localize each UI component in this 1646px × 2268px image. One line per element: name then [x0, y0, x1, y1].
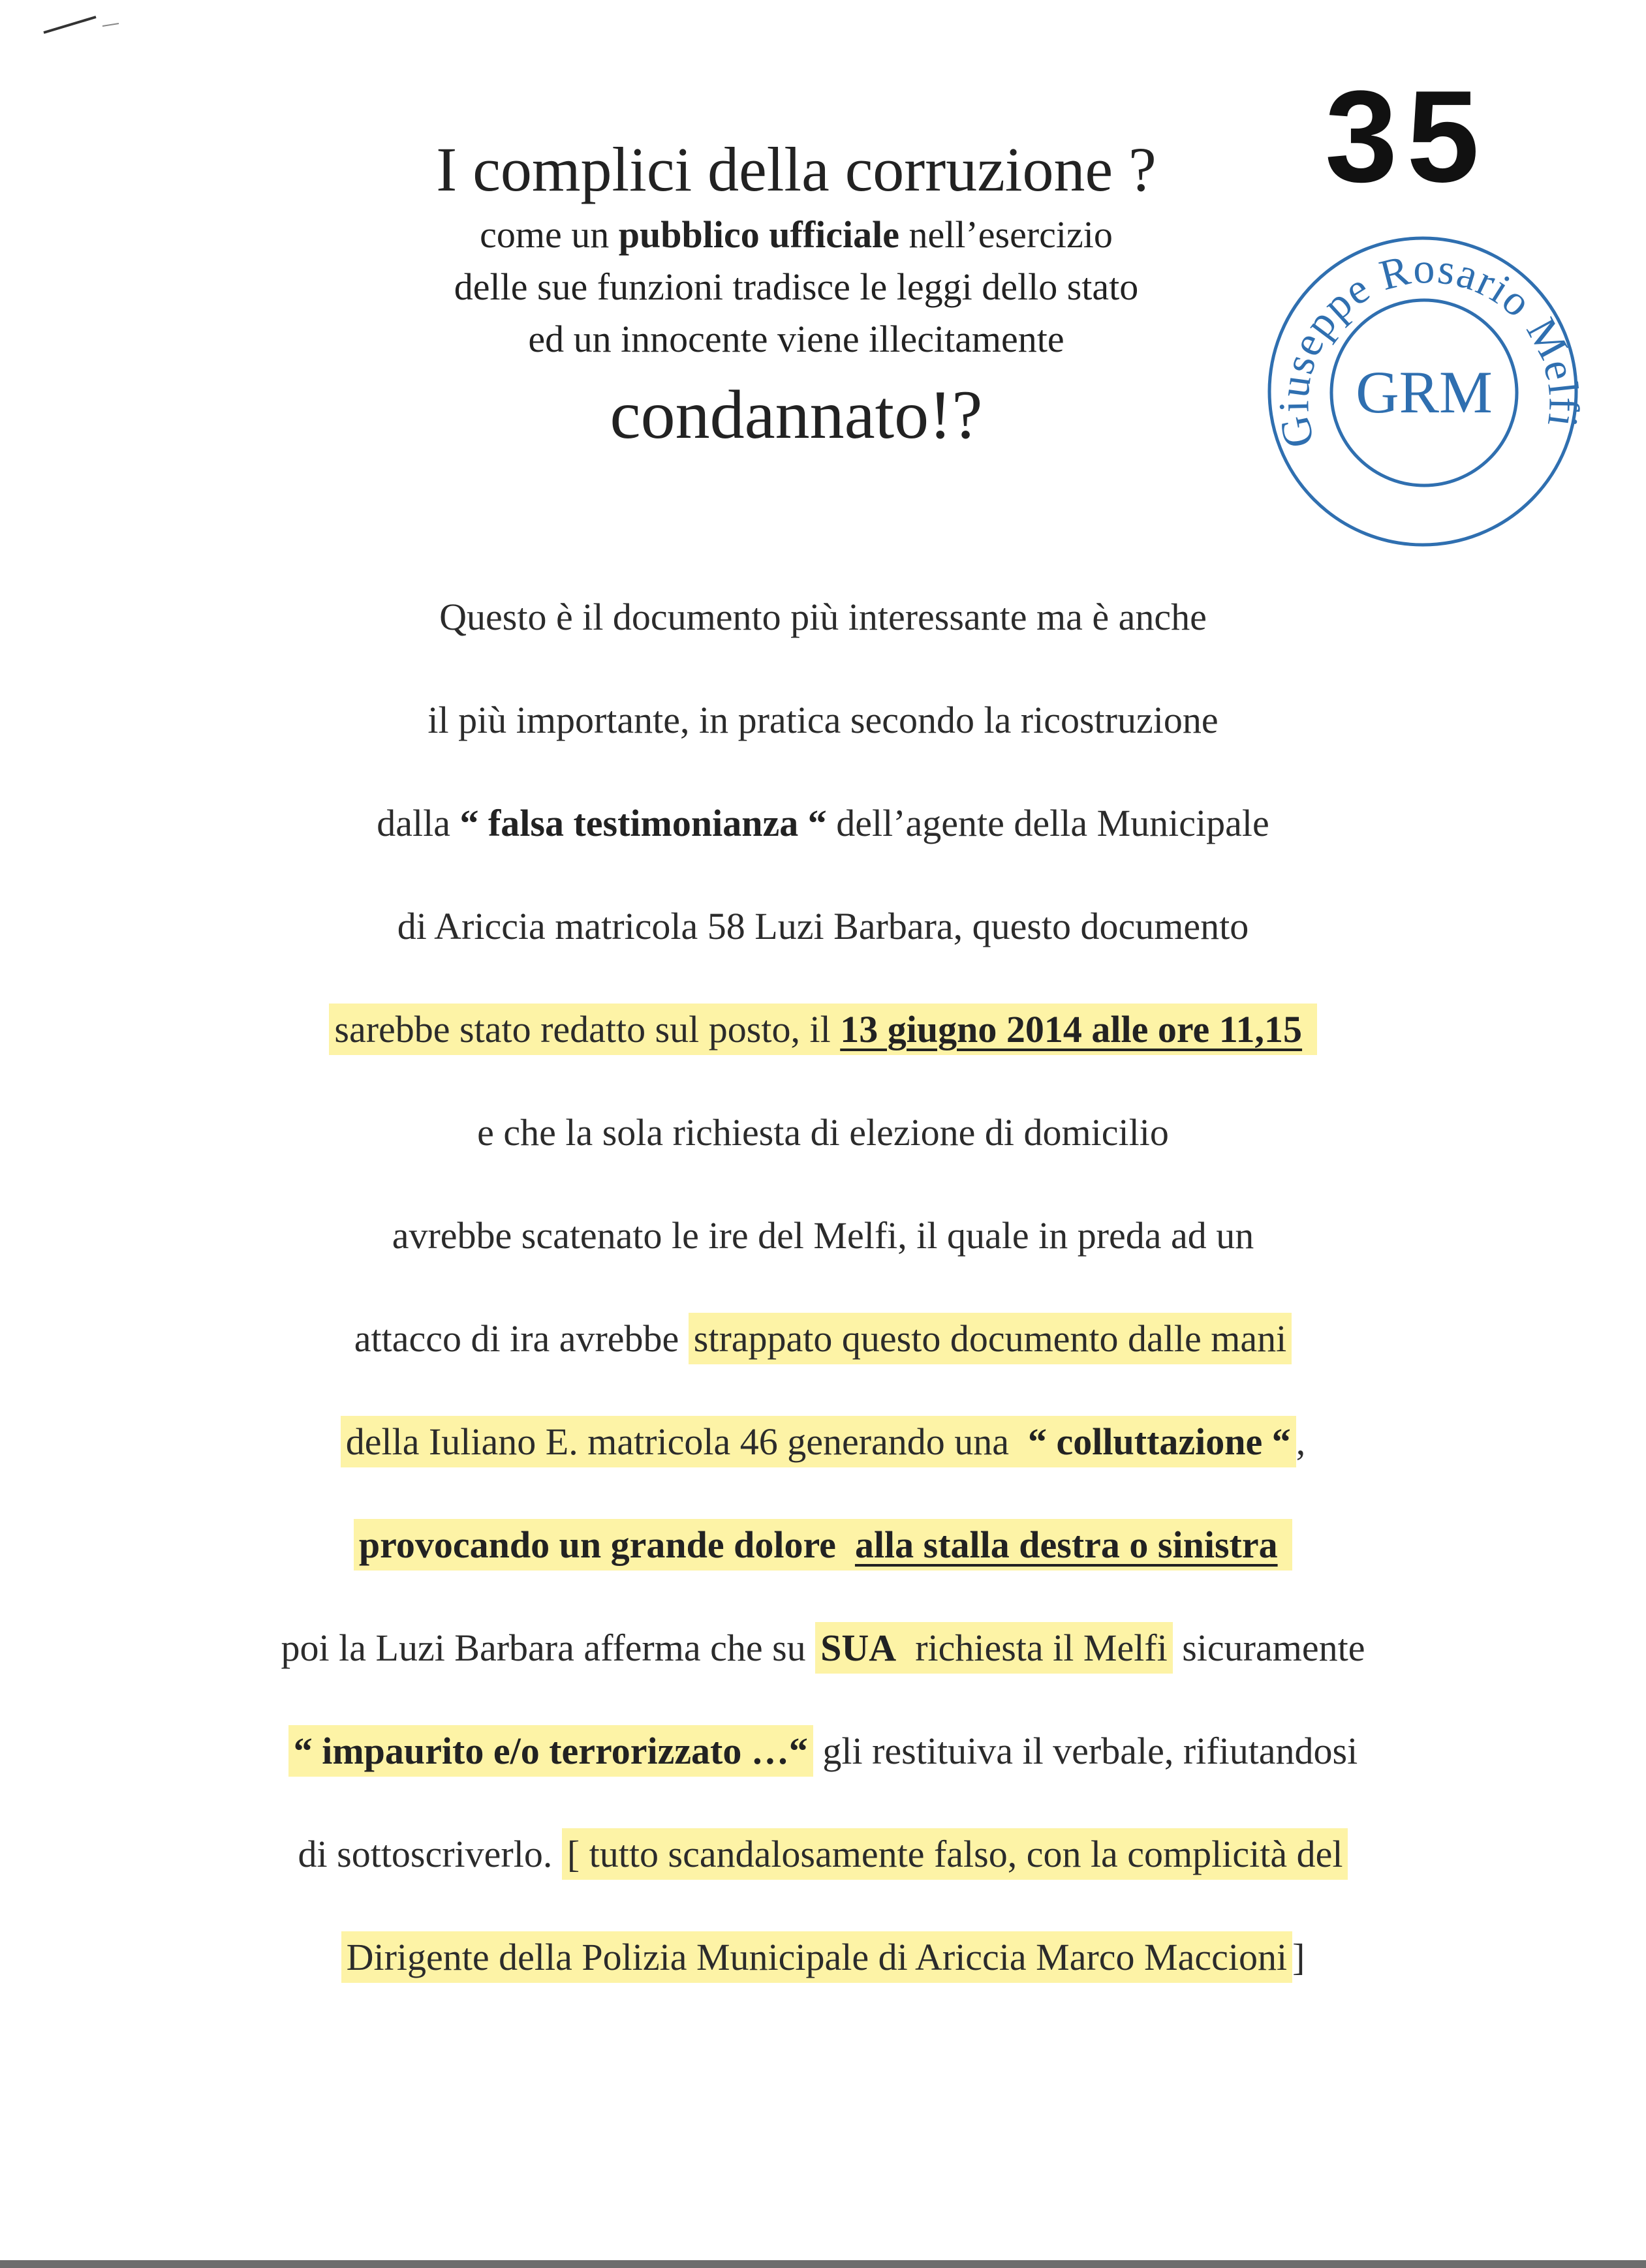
body-line-4: di Ariccia matricola 58 Luzi Barbara, questo documento [397, 904, 1249, 947]
highlighted-text: provocando un grande dolore alla stalla destra o sinistra [354, 1519, 1292, 1571]
page-number: 35 [1325, 64, 1489, 209]
stamp-initials: GRM [1356, 359, 1493, 425]
body-line-12: “ impaurito e/o terrorizzato …“ gli restituiva il verbale, rifiutandosi [0, 1699, 1646, 1802]
body-line-10 [0, 1493, 1646, 1596]
subtitle-line-2: delle sue funzioni tradisce le leggi dello stato [454, 266, 1139, 308]
body-line-13: di sottoscriverlo. [ tutto scandalosamente falso, con la complicità del [0, 1802, 1646, 1905]
highlighted-text: sarebbe stato redatto sul posto, il 13 giugno 2014 alle ore 11,15 [329, 1004, 1316, 1055]
body-line-14: Dirigente della Polizia Municipale di Ariccia Marco Maccioni ] [0, 1905, 1646, 2008]
highlighted-text: strappato questo documento dalle mani [689, 1313, 1292, 1364]
subtitle-line-3: ed un innocente viene illecitamente [528, 318, 1064, 360]
body-text [0, 565, 1646, 2008]
highlighted-text: Dirigente della Polizia Municipale di Ariccia Marco Maccioni [341, 1931, 1292, 1983]
highlighted-text: “ impaurito e/o terrorizzato …“ [288, 1725, 813, 1777]
highlighted-text: SUA richiesta il Melfi [815, 1622, 1173, 1674]
body-line-11: poi la Luzi Barbara afferma che su SUA richiesta il Melfi sicuramente [0, 1596, 1646, 1699]
highlighted-text: [ tutto scandalosamente falso, con la complicità del [562, 1828, 1348, 1880]
body-line-8: attacco di ira avrebbe strappato questo documento dalle mani [0, 1287, 1646, 1390]
scan-edge [0, 2260, 1646, 2268]
body-line-2: il più importante, in pratica secondo la ricostruzione [427, 698, 1219, 741]
highlighted-text: della Iuliano E. matricola 46 generando una “ colluttazione “ [341, 1416, 1296, 1467]
subtitle-big: condannato!? [610, 376, 983, 453]
body-line-5 [0, 977, 1646, 1080]
subtitle-line-1: come un pubblico ufficiale nell’esercizio [480, 213, 1113, 256]
body-line-1: Questo è il documento più interessante ma è anche [439, 595, 1207, 638]
body-line-9: della Iuliano E. matricola 46 generando una “ colluttazione “ , [0, 1390, 1646, 1493]
page-title: I complici della corruzione ? [436, 134, 1157, 204]
body-line-6: e che la sola richiesta di elezione di domicilio [477, 1111, 1169, 1154]
body-line-3: dalla “ falsa testimonianza “ dell’agente della Municipale [377, 801, 1269, 844]
body-line-7: avrebbe scatenato le ire del Melfi, il quale in preda ad un [392, 1214, 1254, 1257]
pen-mark [40, 13, 132, 39]
stamp-name: Giuseppe Rosario Melfi [1270, 244, 1588, 452]
header [274, 130, 1318, 461]
